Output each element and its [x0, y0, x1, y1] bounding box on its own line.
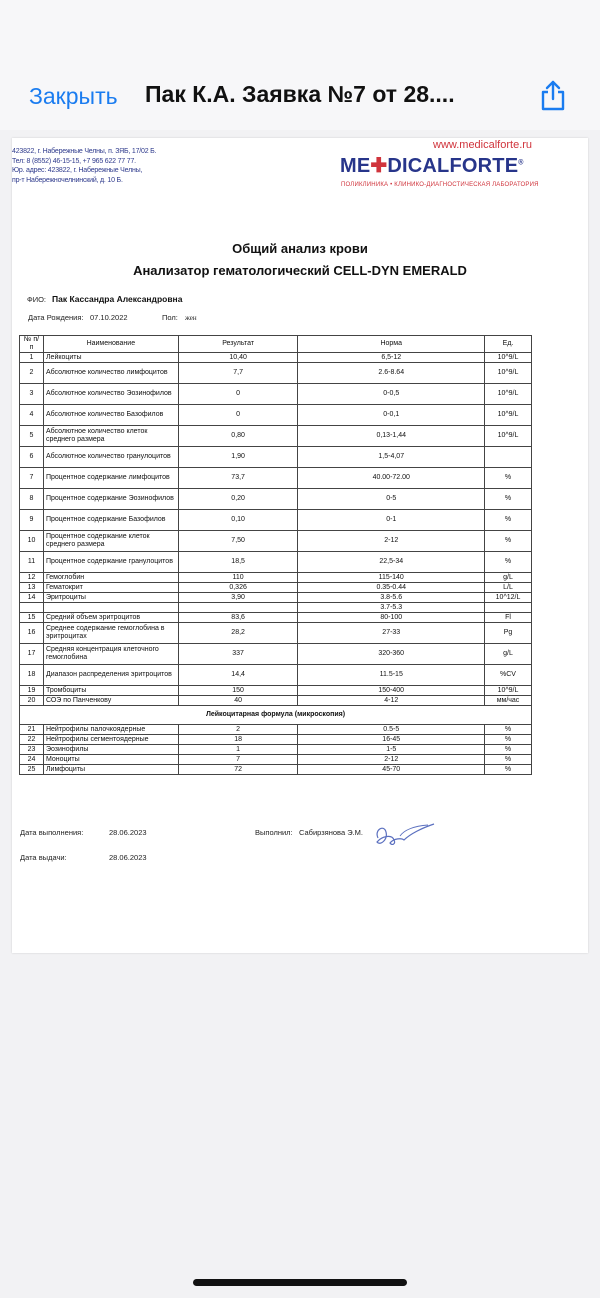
table-cell: 16 [20, 623, 44, 644]
table-cell: 3,90 [178, 593, 298, 603]
table-cell: 115-140 [298, 573, 485, 583]
close-button[interactable]: Закрыть [29, 83, 118, 109]
table-cell: 20 [20, 696, 44, 706]
table-row [20, 468, 532, 489]
fio-label: ФИО: [27, 295, 47, 304]
table-cell: 337 [178, 644, 298, 665]
table-cell: 4-12 [298, 696, 485, 706]
table-cell [485, 603, 532, 613]
address-line: Юр. адрес: 423822, г. Набережные Челны, [12, 167, 143, 174]
table-cell: 150-400 [298, 686, 485, 696]
table-cell: 2-12 [298, 755, 485, 765]
table-cell: Процентное содержание Базофилов [43, 510, 178, 531]
table-cell: 80-100 [298, 613, 485, 623]
table-cell: 0-1 [298, 510, 485, 531]
table-cell: Процентное содержание Эозинофилов [43, 489, 178, 510]
table-cell: 3.8-5.6 [298, 593, 485, 603]
table-cell: 110 [178, 573, 298, 583]
document-page [12, 138, 588, 953]
table-row [20, 510, 532, 531]
table-cell: 1,90 [178, 447, 298, 468]
table-header-row [20, 336, 532, 353]
table-cell: 27-33 [298, 623, 485, 644]
logo-text: DICALFORTE [387, 155, 519, 177]
table-cell: 83,6 [178, 613, 298, 623]
table-cell: 0,13-1,44 [298, 426, 485, 447]
table-cell: Абсолютное количество гранулоцитов [43, 447, 178, 468]
issue-date-label: Дата выдачи: [20, 853, 67, 862]
table-cell: 1 [20, 353, 44, 363]
table-cell: 22 [20, 735, 44, 745]
table-cell [43, 603, 178, 613]
sex-label: Пол: [162, 313, 178, 322]
done-date-value: 28.06.2023 [109, 828, 147, 837]
table-cell: 0.35-0.44 [298, 583, 485, 593]
address-line: пр-т Набережночелнинский, д. 10 Б. [12, 176, 123, 184]
table-cell: Гемоглобин [43, 573, 178, 583]
table-cell: % [485, 468, 532, 489]
clinic-url: www.medicalforte.ru [433, 139, 533, 151]
nav-bar [0, 0, 600, 130]
table-cell: 21 [20, 725, 44, 735]
table-cell: 150 [178, 686, 298, 696]
table-row [20, 765, 532, 775]
sex-value: жен [185, 314, 197, 322]
column-header: Норма [298, 336, 485, 353]
table-cell: 10^9/L [485, 426, 532, 447]
table-row [20, 353, 532, 363]
table-cell: % [485, 755, 532, 765]
table-row [20, 447, 532, 468]
table-cell: 3.7-5.3 [298, 603, 485, 613]
table-row [20, 405, 532, 426]
patient-name: Пак Кассандра Александровна [52, 294, 183, 304]
table-cell: 10 [20, 531, 44, 552]
table-cell: 72 [178, 765, 298, 775]
table-row [20, 686, 532, 696]
table-cell: % [485, 765, 532, 775]
table-cell: Гематокрит [43, 583, 178, 593]
table-cell: % [485, 745, 532, 755]
registered-mark: ® [518, 159, 524, 167]
performer-label: Выполнил: [255, 828, 293, 837]
table-cell: Абсолютное количество лимфоцитов [43, 363, 178, 384]
table-cell: 1,5-4,07 [298, 447, 485, 468]
table-row [20, 735, 532, 745]
table-cell: 10,40 [178, 353, 298, 363]
table-cell: 1-5 [298, 745, 485, 755]
table-cell: 7,50 [178, 531, 298, 552]
table-cell: % [485, 735, 532, 745]
table-cell: 18 [20, 665, 44, 686]
table-cell: 16-45 [298, 735, 485, 745]
table-cell: 0-0,1 [298, 405, 485, 426]
table-cell [485, 447, 532, 468]
table-cell: Абсолютное количество клеток среднего размера [43, 426, 178, 447]
table-cell: g/L [485, 644, 532, 665]
table-cell: 45-70 [298, 765, 485, 775]
table-cell: 6 [20, 447, 44, 468]
table-cell: 13 [20, 583, 44, 593]
table-cell: 14,4 [178, 665, 298, 686]
section-row [20, 706, 532, 725]
table-cell: 0.5-5 [298, 725, 485, 735]
table-cell: 10^9/L [485, 686, 532, 696]
table-cell: 1 [178, 745, 298, 755]
table-cell: Fl [485, 613, 532, 623]
table-row [20, 363, 532, 384]
table-cell: 11 [20, 552, 44, 573]
column-header: № п/п [20, 336, 44, 353]
table-cell: 0 [178, 405, 298, 426]
table-cell: 2-12 [298, 531, 485, 552]
table-cell: Абсолютное количество Базофилов [43, 405, 178, 426]
table-cell: 19 [20, 686, 44, 696]
table-cell: % [485, 552, 532, 573]
clinic-address [12, 147, 156, 185]
table-cell: Диапазон распределения эритроцитов [43, 665, 178, 686]
table-cell: 22,5-34 [298, 552, 485, 573]
table-cell: СОЭ по Панченкову [43, 696, 178, 706]
table-cell: 6,5-12 [298, 353, 485, 363]
table-cell: 0-5 [298, 489, 485, 510]
table-row [20, 696, 532, 706]
table-cell: 5 [20, 426, 44, 447]
table-cell: 2.6-8.64 [298, 363, 485, 384]
table-cell [178, 603, 298, 613]
table-cell: 3 [20, 384, 44, 405]
table-row [20, 593, 532, 603]
table-cell: 10^12/L [485, 593, 532, 603]
table-row [20, 613, 532, 623]
table-cell: Средняя концентрация клеточного гемоглобина [43, 644, 178, 665]
results-table [19, 335, 532, 775]
table-cell: Лимфоциты [43, 765, 178, 775]
table-cell: 0,10 [178, 510, 298, 531]
table-cell: Среднее содержание гемоглобина в эритроцитах [43, 623, 178, 644]
section-title: Лейкоцитарная формула (микроскопия) [20, 706, 532, 725]
table-cell: 10^9/L [485, 405, 532, 426]
table-cell: 0,326 [178, 583, 298, 593]
table-cell: Тромбоциты [43, 686, 178, 696]
table-cell: 18,5 [178, 552, 298, 573]
table-cell: 8 [20, 489, 44, 510]
signature-icon [370, 816, 438, 852]
table-row [20, 552, 532, 573]
table-row [20, 573, 532, 583]
table-cell: Нейтрофилы сегментоядерные [43, 735, 178, 745]
performer-name: Сабирзянова Э.М. [299, 828, 364, 837]
table-cell: 25 [20, 765, 44, 775]
table-cell: 10^9/L [485, 384, 532, 405]
done-date-label: Дата выполнения: [20, 828, 84, 837]
report-subtitle: Анализатор гематологический CELL-DYN EMERALD [133, 263, 467, 278]
table-cell: 28,2 [178, 623, 298, 644]
table-cell: 14 [20, 593, 44, 603]
table-cell: Pg [485, 623, 532, 644]
table-row [20, 665, 532, 686]
table-cell: Процентное содержание клеток среднего размера [43, 531, 178, 552]
table-row [20, 426, 532, 447]
table-cell: 17 [20, 644, 44, 665]
table-cell: 7 [20, 468, 44, 489]
table-row [20, 755, 532, 765]
table-row [20, 725, 532, 735]
table-cell: 24 [20, 755, 44, 765]
table-cell: 18 [178, 735, 298, 745]
table-cell: Средний объем эритроцитов [43, 613, 178, 623]
share-icon[interactable] [536, 78, 570, 112]
table-row [20, 745, 532, 755]
table-row [20, 603, 532, 613]
logo-text: ME [340, 155, 371, 177]
table-cell [20, 603, 44, 613]
table-row [20, 531, 532, 552]
table-cell: Лейкоциты [43, 353, 178, 363]
table-cell: 23 [20, 745, 44, 755]
table-cell: % [485, 531, 532, 552]
address-line: 423822, г. Набережные Челны, п. ЗЯБ, 17/02 Б. [12, 148, 157, 155]
table-cell: Эритроциты [43, 593, 178, 603]
table-cell: 0,80 [178, 426, 298, 447]
table-cell: 12 [20, 573, 44, 583]
table-cell: 320-360 [298, 644, 485, 665]
table-cell: 10^9/L [485, 363, 532, 384]
table-cell: 15 [20, 613, 44, 623]
table-cell: % [485, 489, 532, 510]
table-cell: Процентное содержание лимфоцитов [43, 468, 178, 489]
issue-date-value: 28.06.2023 [109, 853, 147, 862]
table-cell: Эозинофилы [43, 745, 178, 755]
table-row [20, 489, 532, 510]
table-cell: 0,20 [178, 489, 298, 510]
table-cell: 0 [178, 384, 298, 405]
table-cell: Процентное содержание гранулоцитов [43, 552, 178, 573]
table-cell: %CV [485, 665, 532, 686]
table-cell: % [485, 510, 532, 531]
column-header: Наименование [43, 336, 178, 353]
dob-value: 07.10.2022 [90, 313, 128, 322]
document-title: Пак К.А. Заявка №7 от 28.... [145, 81, 455, 107]
table-cell: 11.5-15 [298, 665, 485, 686]
table-row [20, 583, 532, 593]
table-cell: 10^9/L [485, 353, 532, 363]
table-cell: Моноциты [43, 755, 178, 765]
table-cell: % [485, 725, 532, 735]
table-cell: 7,7 [178, 363, 298, 384]
table-cell: 2 [20, 363, 44, 384]
table-cell: 0-0,5 [298, 384, 485, 405]
table-cell: Абсолютное количество Эозинофилов [43, 384, 178, 405]
table-cell: L/L [485, 583, 532, 593]
home-indicator[interactable] [193, 1279, 407, 1286]
address-line: Тел: 8 (8552) 46-15-15, +7 965 622 77 77. [12, 157, 136, 165]
table-cell: 40 [178, 696, 298, 706]
table-cell: 7 [178, 755, 298, 765]
table-row [20, 384, 532, 405]
table-cell: мм/час [485, 696, 532, 706]
table-cell: 4 [20, 405, 44, 426]
table-cell: 40.00-72.00 [298, 468, 485, 489]
clinic-subtitle: ПОЛИКЛИНИКА • КЛИНИКО-ДИАГНОСТИЧЕСКАЯ ЛАБОРАТОРИЯ [341, 182, 539, 188]
table-cell: g/L [485, 573, 532, 583]
report-title: Общий анализ крови [232, 241, 368, 256]
column-header: Результат [178, 336, 298, 353]
logo-cross-icon: ✚ [370, 155, 388, 177]
table-cell: 9 [20, 510, 44, 531]
table-row [20, 644, 532, 665]
table-row [20, 623, 532, 644]
dob-label: Дата Рождения: [28, 313, 84, 322]
table-cell: Нейтрофилы палочкоядерные [43, 725, 178, 735]
table-cell: 73,7 [178, 468, 298, 489]
column-header: Ед. [485, 336, 532, 353]
table-cell: 2 [178, 725, 298, 735]
clinic-logo [340, 153, 524, 178]
